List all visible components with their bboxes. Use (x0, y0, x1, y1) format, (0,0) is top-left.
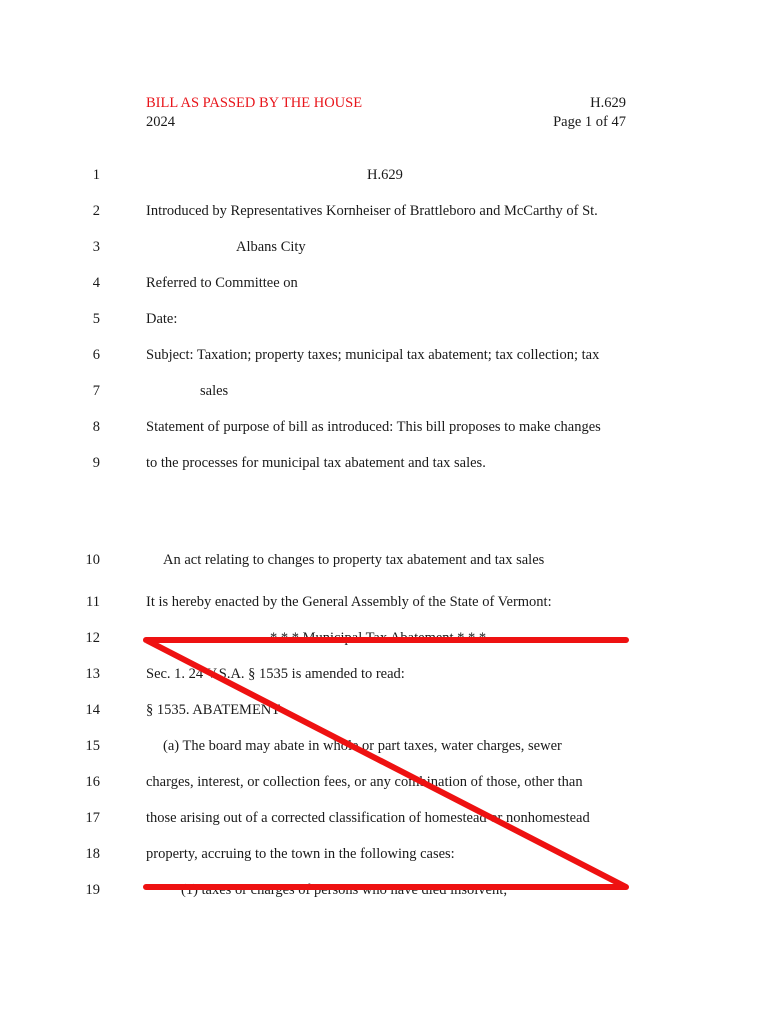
bill-line: Subject: Taxation; property taxes; municipal tax abatement; tax collection; tax (146, 347, 600, 363)
bill-line: § 1535. ABATEMENT (146, 702, 281, 718)
line-number: 15 (85, 738, 100, 754)
line-number: 16 (85, 774, 100, 790)
line-number: 10 (85, 552, 100, 568)
line-number: 11 (86, 594, 100, 610)
line-number: 8 (92, 419, 100, 435)
bill-line: (a) The board may abate in whole or part taxes, water charges, sewer (163, 738, 562, 754)
page-indicator: Page 1 of 47 (553, 114, 626, 130)
line-number: 18 (85, 846, 100, 862)
line-number: 7 (92, 383, 100, 399)
bill-status: BILL AS PASSED BY THE HOUSE (146, 95, 363, 111)
bill-line: to the processes for municipal tax abatement and tax sales. (146, 455, 486, 471)
line-number: 14 (85, 702, 100, 718)
bill-line: property, accruing to the town in the following cases: (146, 846, 455, 862)
line-number: 9 (92, 455, 100, 471)
bill-line: Sec. 1. 24 V.S.A. § 1535 is amended to read: (146, 666, 405, 682)
section-heading: * * * Municipal Tax Abatement * * * (270, 630, 487, 646)
bill-number: H.629 (590, 95, 626, 111)
bill-line: those arising out of a corrected classification of homestead or nonhomestead (146, 810, 590, 826)
bill-year: 2024 (146, 114, 175, 130)
line-number: 3 (92, 239, 100, 255)
bill-line: Referred to Committee on (146, 275, 298, 291)
bill-line: sales (200, 383, 229, 399)
bill-line: It is hereby enacted by the General Assembly of the State of Vermont: (146, 594, 552, 610)
line-number: 5 (92, 311, 100, 327)
bill-line: Date: (146, 311, 178, 327)
bill-line: (1) taxes or charges of persons who have died insolvent; (181, 882, 508, 898)
act-title: An act relating to changes to property tax abatement and tax sales (163, 552, 545, 568)
line-number: 1 (92, 167, 100, 183)
line-number: 6 (92, 347, 100, 363)
bill-line: charges, interest, or collection fees, or any combination of those, other than (146, 774, 583, 790)
bill-title: H.629 (367, 167, 403, 183)
bill-line: Statement of purpose of bill as introduced: This bill proposes to make changes (146, 419, 601, 435)
line-number: 4 (92, 275, 100, 291)
line-number: 2 (92, 203, 100, 219)
bill-line: Albans City (236, 239, 306, 255)
line-number: 19 (85, 882, 100, 898)
line-number: 17 (85, 810, 100, 826)
line-number: 13 (85, 666, 100, 682)
bill-line: Introduced by Representatives Kornheiser of Brattleboro and McCarthy of St. (146, 203, 598, 219)
line-number: 12 (85, 630, 100, 646)
